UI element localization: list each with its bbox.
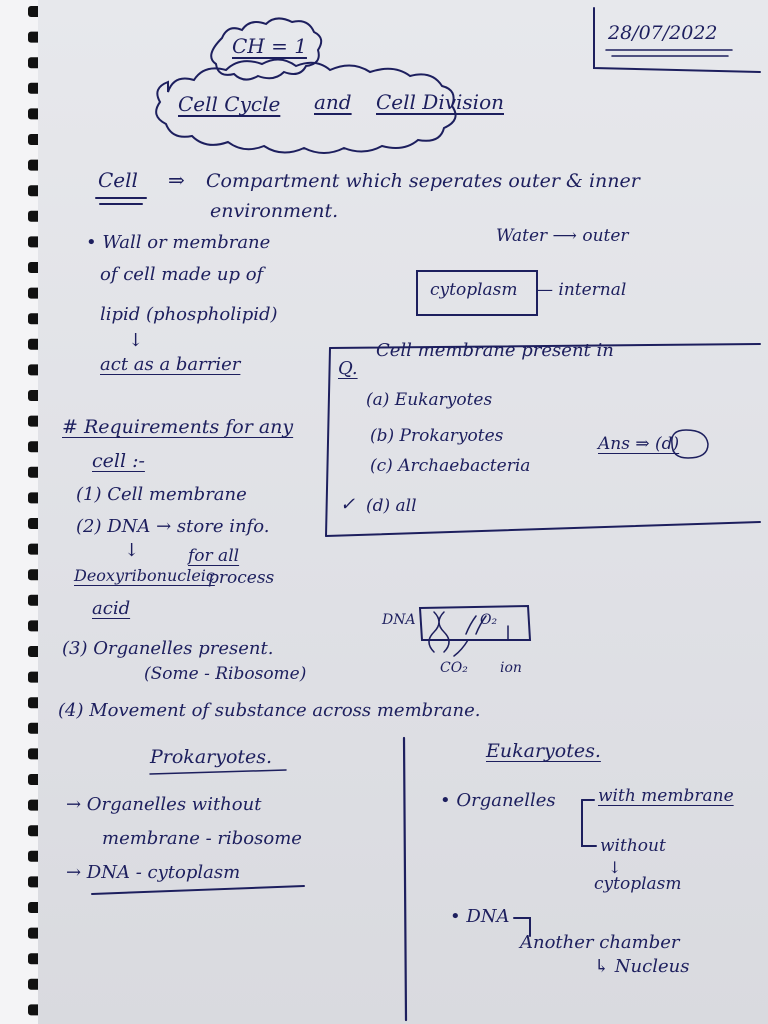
eukaryotes-arrow: ↓ [608, 858, 622, 877]
water-note: Water ⟶ outer [496, 226, 629, 246]
diagram-co2: CO₂ [440, 660, 468, 676]
transport-diagram [420, 606, 530, 640]
cell-def-line1: Compartment which seperates outer & inner [206, 170, 640, 192]
cell-arrow: ⇒ [168, 168, 185, 192]
wall-line2: of cell made up of [100, 264, 264, 285]
title-and: and [314, 90, 352, 114]
req-item-1: (1) Cell membrane [76, 484, 247, 505]
eukaryotes-organelles: • Organelles [440, 790, 556, 811]
wall-arrow: ↓ [128, 330, 144, 351]
eukaryotes-without: without [600, 836, 666, 856]
title-part2: Cell Division [376, 90, 504, 114]
check-icon: ✓ [340, 494, 356, 515]
prokaryotes-line2: membrane - ribosome [102, 828, 302, 849]
diagram-o2: O₂ [480, 612, 498, 628]
for-all: for all [188, 546, 240, 566]
cell-term: Cell [98, 168, 138, 192]
req-item-4: (4) Movement of substance across membrane. [58, 700, 481, 721]
cytoplasm-label: cytoplasm [430, 280, 518, 300]
deoxy: Deoxyribonucleic [74, 566, 215, 585]
diagram-ion: ion [500, 660, 522, 676]
wall-line4: act as a barrier [100, 354, 241, 375]
internal-note: — internal [536, 280, 627, 300]
answer: Ans ⇒ (d) [598, 434, 680, 454]
cell-def-line2: environment. [210, 200, 339, 222]
acid: acid [92, 598, 131, 619]
prokaryotes-line1: → Organelles without [66, 794, 262, 815]
eukaryotes-with: with membrane [598, 786, 734, 806]
wall-line1: • Wall or membrane [86, 232, 271, 253]
some-ribosome: (Some - Ribosome) [144, 664, 307, 684]
requirements-heading-2: cell :- [92, 450, 145, 472]
question-text: Cell membrane present in [376, 340, 614, 361]
question-mark: Q. [338, 358, 358, 379]
internal-label: internal [558, 280, 627, 300]
requirements-heading-1: # Requirements for any [62, 416, 294, 438]
wall-line3: lipid (phospholipid) [100, 304, 278, 325]
option-a: (a) Eukaryotes [366, 390, 493, 410]
eukaryotes-heading: Eukaryotes. [486, 740, 601, 762]
eukaryotes-cytoplasm: cytoplasm [594, 874, 682, 894]
eukaryotes-nucleus: ↳ Nucleus [594, 956, 690, 977]
option-b: (b) Prokaryotes [370, 426, 504, 446]
req-item-2: (2) DNA → store info. [76, 516, 270, 537]
prokaryotes-line3: → DNA - cytoplasm [66, 862, 241, 883]
eukaryotes-dna: • DNA [450, 906, 510, 927]
title-part1: Cell Cycle [178, 92, 281, 116]
chapter-label: CH = 1 [232, 34, 307, 58]
option-c: (c) Archaebacteria [370, 456, 531, 476]
req-item-3: (3) Organelles present. [62, 638, 274, 659]
eukaryotes-another: Another chamber [520, 932, 680, 953]
prokaryotes-heading: Prokaryotes. [150, 746, 273, 768]
process: process [208, 568, 275, 588]
column-divider [404, 738, 406, 1020]
date: 28/07/2022 [608, 22, 718, 44]
req-arrow: ↓ [124, 540, 140, 561]
diagram-dna: DNA [382, 612, 416, 628]
option-d: (d) all [366, 496, 417, 516]
